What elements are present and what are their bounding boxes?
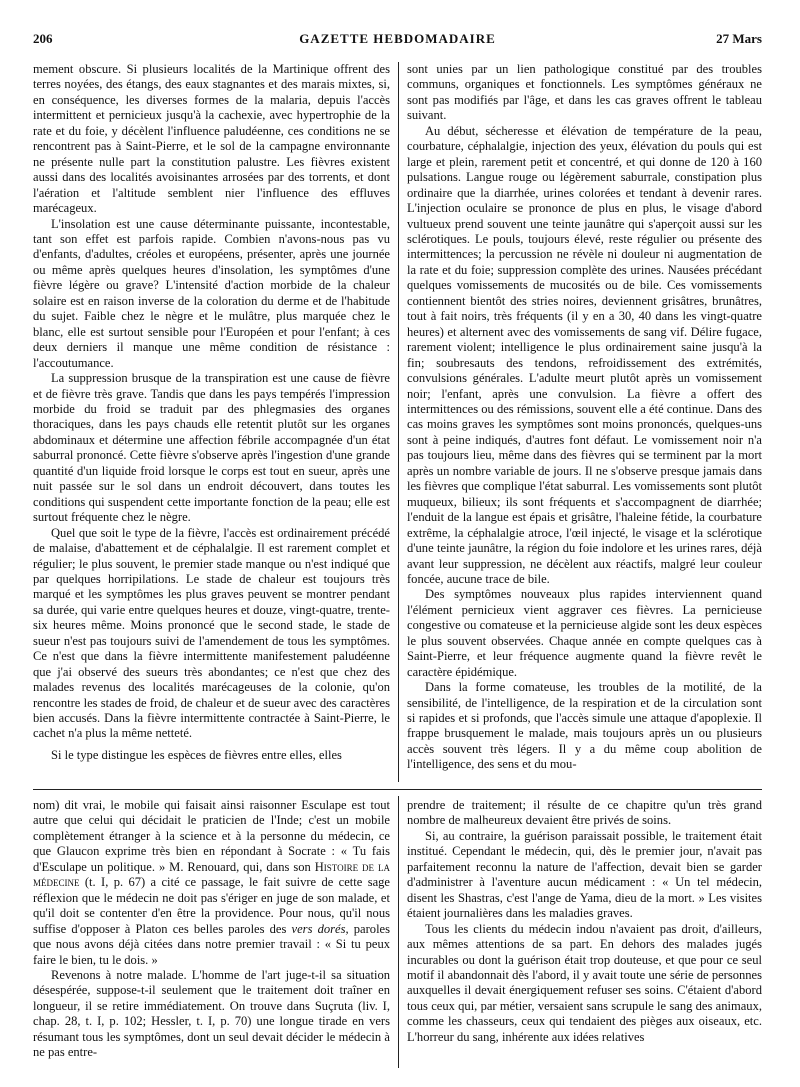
page-header (33, 31, 762, 53)
paragraph: Dans la forme comateuse, les troubles de la motilité, de la sensibilité, de l'intelligence, de la respiration et de la circulation sont si rapides et si profonds, que l'accès simule une attaque d'apoplexie. Il frappe brusquement le malade, mais toujours après un ou plusieurs accès souvent très légers. Il y a du même coup abolition de l'intelligence, des sens et du mou- (407, 680, 762, 772)
paragraph: sont unies par un lien pathologique constitué par des troubles communs, organiques et fonctionnels. Les symptômes généraux ne sont pas modifiés par l'âge, et dans les cas graves offrent le tableau suivant. (407, 62, 762, 123)
paragraph: La suppression brusque de la transpiration est une cause de fièvre et de fièvre très grave. Tandis que dans les pays tempérés l'impression morbide du froid se traduit par des phlegmasies des organes thoraciques, dans les pays chauds elle retentit plutôt sur les organes abdominaux et détermine une affection fébrile accompagnée d'un état saburral prononcé. Cette fièvre s'observe après l'ingestion d'une grande quantité d'un liquide froid lorsque le corps est tout en sueur, après une nuit passée sur le sol dans un endroit découvert, dans toutes les conditions qui suspendent cette importante fonction de la peau; elle est surtout fréquente chez le nègre. (33, 371, 390, 525)
text-run: nom) dit vrai, le mobile qui faisait ainsi raisonner Esculape est tout autre que celui qui décidait le praticien de l'Inde; c'est un mobile complètement étranger à la science et à la personne du médecin, ce que Glaucon exprime très bien en répondant à Socrate : « Tu fais d'Esculape un politique. » M. Renouard, qui, dans son (33, 798, 390, 874)
article-column-bottom-left (33, 798, 390, 1068)
journal-title: GAZETTE HEBDOMADAIRE (299, 31, 496, 46)
issue-date: 27 Mars (716, 31, 762, 46)
article-column-top-right (407, 62, 762, 781)
page-number: 206 (33, 31, 53, 46)
column-divider-top (398, 62, 399, 782)
paragraph (33, 798, 390, 968)
paragraph: prendre de traitement; il résulte de ce chapitre qu'un très grand nombre de malheureux devaient être privés de soins. (407, 798, 762, 828)
section-divider (33, 789, 762, 790)
paragraph: mement obscure. Si plusieurs localités de la Martinique offrent des terres noyées, des étangs, des eaux stagnantes et des marais mixtes, si, en conséquence, les diverses formes de la malaria, depuis l'accès intermittent et pernicieux jusqu'à la cachexie, avec hypertrophie de la rate et du foie, y décèlent l'influence paludéenne, ces conditions ne se rencontrent pas à Saint-Pierre, et le sol de la campagne environnante ne présente nulle part la constitution palustre. Les fièvres existent aussi dans des localités avoisinantes arrosées par des torrents, et dont l'aération et l'altitude semblent nier l'influence des effluves marécageux. (33, 62, 390, 216)
text-run: paroles que nous avons déjà citées dans notre premier travail : « Si tu peux faire le bien, tu le dois. » (33, 921, 390, 967)
article-column-bottom-right (407, 798, 762, 1068)
paragraph: L'insolation est une cause déterminante puissante, incontestable, tant son effet est parfois rapide. Combien n'avons-nous pas vu d'enfants, d'adultes, créoles et européens, présenter, après une journée ou même après quelques heures d'insolation, les symptômes d'une fièvre légère ou grave? L'intensité d'action morbide de la chaleur solaire est en raison inverse de la coloration du derme et de l'habitude du sujet. Faible chez le nègre et le mulâtre, plus marquée chez le blanc, elle est surtout sensible pour l'Européen et pour l'enfant; à ces deux derniers il manque une même condition de résistance : l'accoutumance. (33, 216, 390, 370)
paragraph: Tous les clients du médecin indou n'avaient pas droit, d'ailleurs, aux mêmes attentions de sa part. En dehors des malades jugés incurables ou dont la guérison était trop douteuse, et que pour ce seul motif il abandonnait dès l'abord, il y avait toute une série de personnes auxquelles il devait énergiquement refuser ses soins. C'étaient d'abord tous ceux qui, par métier, versaient sans scrupule le sang des animaux, comme les chasseurs, ceux qui tendaient des pièges aux oiseaux, etc. L'horreur du sang, inhérente aux idées relatives (407, 921, 762, 1044)
paragraph: Au début, sécheresse et élévation de température de la peau, courbature, céphalalgie, injection des yeux, élévation du pouls qui est large et plein, rarement petit et concentré, et qui donne de 120 à 160 pulsations. Langue rouge ou légèrement saburrale, constipation plus ordinaire que la diarrhée, urines colorées et tendant à devenir rares. L'injection oculaire se prononce de plus en plus, le visage d'abord vultueux prend souvent une teinte jaunâtre qui s'aperçoit aussi sur les sclérotiques. Le pouls, toujours élevé, reste régulier ou présente des intermittences; la percussion ne révèle ni douleur ni augmentation de la rate et du foie; suppression complète des urines. Nausées précédant quelques vomissements de mucosités ou de bile. Ces vomissements contiennent bientôt des stries noires, deviennent grisâtres, brunâtres, tout à fait noirs, très fréquents (il y en a 30, 40 dans les vingt-quatre heures) et alternent avec des vomissements de sang vif. Délire fugace, rarement violent; intelligence le plus ordinairement saine jusqu'à la fin; soubresauts des tendons, refroidissement des extrémités, convulsions générales. L'adulte meurt plutôt après un vomissement noir; l'enfant, après une convulsion. La fièvre a offert des intermittences ou des rémissions, souvent elle a été continue. Dans des cas moins graves les symptômes sont moins prononcés, quelques-uns sont à peine indiqués, d'autres font défaut. Le vomissement noir n'a pas toujours lieu, même dans des fièvres qui se terminent par la mort après un nombre variable de jours. Il ne s'observe presque jamais dans les fièvres que complique l'état saburral. Les vomissements sont plutôt muqueux, bilieux; ils sont fréquents et s'accompagnent de diarrhée; l'enduit de la langue est épais et grisâtre, l'haleine fétide, la courbature extrême, la céphalalgie atroce, l'œil injecté, le visage et la sclérotique d'une teinte jaunâtre, la région du foie indolore et les urines rares, déjà avant leur suppression, ne décèlent aux réactifs, malgré leur couleur foncée, aucune trace de bile. (407, 123, 762, 586)
paragraph: Quel que soit le type de la fièvre, l'accès est ordinairement précédé de malaise, d'abattement et de céphalalgie. Il est rarement complet et régulier; le plus souvent, le premier stade manque ou n'est indiqué que par quelques horripilations. Le stade de chaleur est toujours très marqué et les symptômes les plus graves peuvent se montrer pendant sa durée, qui varie entre quelques heures et douze, vingt-quatre, trente-six heures même. Moins prononcé que le second stade, le stade de sueur n'est pas toujours suivi de l'amendement de tous les symptômes. Ce n'est que dans la fièvre intermittente manifestement paludéenne que j'ai observé des sueurs très abondantes; ce n'est que chez des malades revenus des localités marécageuses de la colonie, qu'on rencontre les stades de froid, de chaleur et de sueur avec des caractères bien accusés. Dans la fièvre intermittente contractée à Saint-Pierre, le cachet n'a plus la même netteté. (33, 525, 390, 741)
column-divider-bottom (398, 796, 399, 1068)
paragraph: Si, au contraire, la guérison paraissait possible, le traitement était institué. Cependant le médecin, qui, dès le premier jour, n'avait pas parfaitement reconnu la nature de l'affection, devait bien se garder d'administrer à l'aventure aucun médicament : « Un tel médecin, disent les Shastras, c'est l'ange de Yama, dieu de la mort. » Les visites étaient journalières dans les maladies graves. (407, 828, 762, 921)
book-title: Histoire de la médecine (33, 859, 390, 890)
text-run: (t. I, p. 67) a cité ce passage, le fait suivre de cette sage réflexion que le médecin ne doit pas s'ériger en juge de son malade, et qu'il doit se contenter d'en être la providence. Pour nous, qu'il nous suffise d'opposer à Platon ces belles paroles des (33, 875, 390, 936)
paragraph: Revenons à notre malade. L'homme de l'art juge-t-il sa situation désespérée, suppose-t-il seulement que le traitement doit traîner en longueur, il se retire immédiatement. On trouve dans Suçruta (liv. I, chap. 28, t. I, p. 102; Hessler, t. I, p. 70) une longue tirade en vers résumant tous les symptômes, dont un seul devait décider le médecin à ne pas entre- (33, 967, 390, 1060)
article-column-top-left (33, 62, 390, 781)
italic-phrase: vers dorés, (291, 921, 349, 936)
paragraph: Des symptômes nouveaux plus rapides interviennent quand l'élément pernicieux vient aggraver ces fièvres. La pernicieuse congestive ou comateuse et la pernicieuse algide sont les deux espèces le plus souvent observées. Chaque année en compte quelques cas à Saint-Pierre, et leur fréquence augmente quand la fièvre revêt le caractère épidémique. (407, 587, 762, 679)
paragraph: Si le type distingue les espèces de fièvres entre elles, elles (51, 747, 342, 762)
